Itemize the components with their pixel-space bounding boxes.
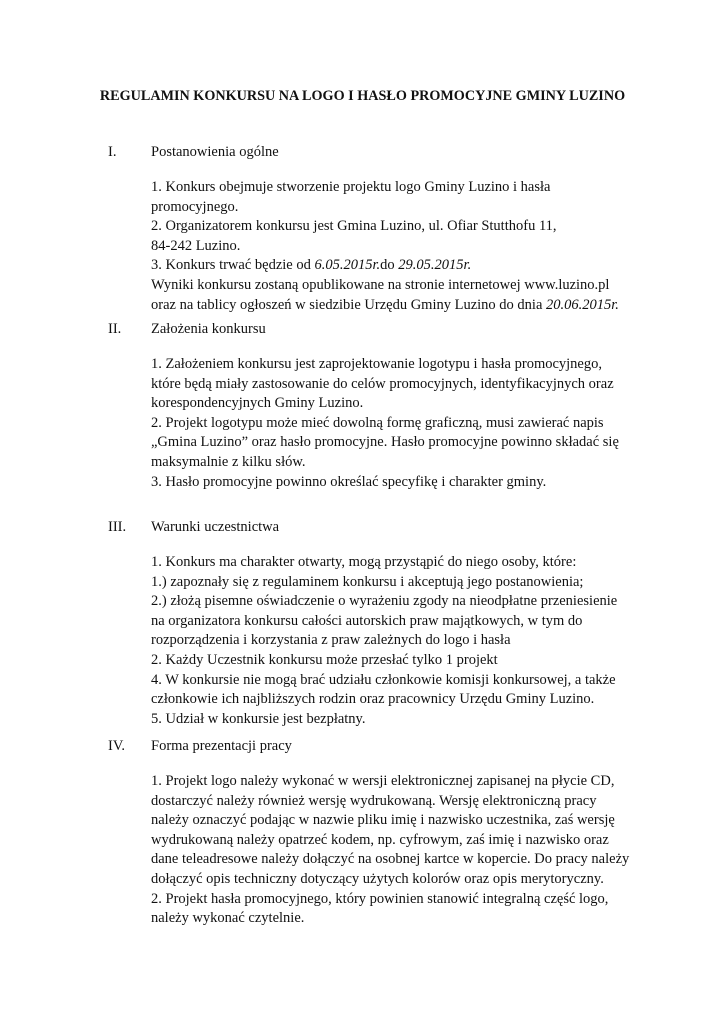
section-1-numeral: I. (108, 144, 117, 160)
document-title: REGULAMIN KONKURSU NA LOGO I HASŁO PROMOCYJNE GMINY LUZINO (99, 88, 626, 104)
paragraph-line: 1. Konkurs obejmuje stworzenie projektu logo Gminy Luzino i hasła (151, 179, 551, 195)
paragraph-line: dane teleadresowe należy dołączyć na osobnej kartce w kopercie. Do pracy należy (151, 851, 630, 868)
paragraph-line: dostarczyć należy również wersję wydrukowaną. Wersję elektroniczną pracy (151, 792, 597, 809)
paragraph-line: 1. Konkurs ma charakter otwarty, mogą przystąpić do niego osoby, które: (151, 554, 577, 570)
paragraph-line: 2. Projekt hasła promocyjnego, który powinien stanowić integralną część logo, (151, 890, 609, 907)
section-2-heading: Założenia konkursu (151, 321, 266, 337)
paragraph-line: Wyniki konkursu zostaną opublikowane na stronie internetowej www.luzino.pl (151, 276, 610, 293)
paragraph-line (151, 296, 641, 316)
paragraph-line: należy oznaczyć podając w nazwie pliku imię i nazwisko uczestnika, zaś wersję (151, 812, 615, 829)
paragraph-line: 1. Założeniem konkursu jest zaprojektowanie logotypu i hasła promocyjnego, (151, 356, 602, 372)
paragraph-line: promocyjnego. (151, 198, 239, 215)
paragraph-line: 4. W konkursie nie mogą brać udziału członkowie komisji konkursowej, a także (151, 671, 616, 688)
section-2-numeral: II. (108, 321, 122, 337)
results-date: 20.06.2015r. (546, 296, 619, 313)
paragraph-line: 2. Organizatorem konkursu jest Gmina Luzino, ul. Ofiar Stutthofu 11, (151, 218, 557, 235)
paragraph-line: należy wykonać czytelnie. (151, 910, 305, 927)
paragraph-line: „Gmina Luzino” oraz hasło promocyjne. Hasło promocyjne powinno składać się (151, 434, 619, 451)
line-text: 3. Konkurs trwać będzie od (151, 257, 315, 274)
paragraph-line: 1. Projekt logo należy wykonać w wersji elektronicznej zapisanej na płycie CD, (151, 773, 615, 789)
paragraph-line: 3. Hasło promocyjne powinno określać specyfikę i charakter gminy. (151, 473, 547, 490)
paragraph-line: członkowie ich najbliższych rodzin oraz pracownicy Urzędu Gminy Luzino. (151, 691, 595, 708)
paragraph-line (151, 256, 641, 276)
paragraph-line: dołączyć opis techniczny dotyczący użytych kolorów oraz opis merytoryczny. (151, 870, 604, 887)
section-3-numeral: III. (108, 519, 127, 535)
section-1-heading: Postanowienia ogólne (151, 144, 279, 160)
section-4-heading: Forma prezentacji pracy (151, 738, 292, 754)
section-1-body (151, 178, 641, 315)
section-4-body (151, 772, 641, 929)
paragraph-line: maksymalnie z kilku słów. (151, 453, 306, 470)
paragraph-line: 5. Udział w konkursie jest bezpłatny. (151, 710, 366, 727)
section-3-heading: Warunki uczestnictwa (151, 519, 280, 535)
paragraph-line: 2.) złożą pisemne oświadczenie o wyrażeniu zgody na nieodpłatne przeniesienie (151, 593, 618, 610)
paragraph-line: 2. Każdy Uczestnik konkursu może przesłać tylko 1 projekt (151, 651, 498, 668)
paragraph-line: rozporządzenia i korzystania z praw zależnych do logo i hasła (151, 632, 511, 649)
paragraph-line: 2. Projekt logotypu może mieć dowolną formę graficzną, musi zawierać napis (151, 414, 604, 431)
section-3-body (151, 553, 641, 729)
end-date: 29.05.2015r. (398, 257, 472, 274)
section-4-numeral: IV. (108, 738, 126, 754)
paragraph-line: 84-242 Luzino. (151, 237, 241, 254)
start-date: 6.05.2015r. (314, 257, 381, 274)
paragraph-line: 1.) zapoznały się z regulaminem konkursu i akceptują jego postanowienia; (151, 573, 584, 590)
paragraph-line: na organizatora konkursu całości autorskich praw majątkowych, w tym do (151, 612, 583, 629)
paragraph-line: korespondencyjnych Gminy Luzino. (151, 395, 364, 412)
line-text: oraz na tablicy ogłoszeń w siedzibie Urzędu Gminy Luzino do dnia (151, 296, 547, 313)
section-2-body (151, 355, 641, 492)
line-text: do (380, 257, 399, 274)
paragraph-line: wydrukowaną należy opatrzeć kodem, np. cyfrowym, zaś imię i nazwisko oraz (151, 831, 609, 848)
paragraph-line: które będą miały zastosowanie do celów promocyjnych, identyfikacyjnych oraz (151, 375, 614, 392)
